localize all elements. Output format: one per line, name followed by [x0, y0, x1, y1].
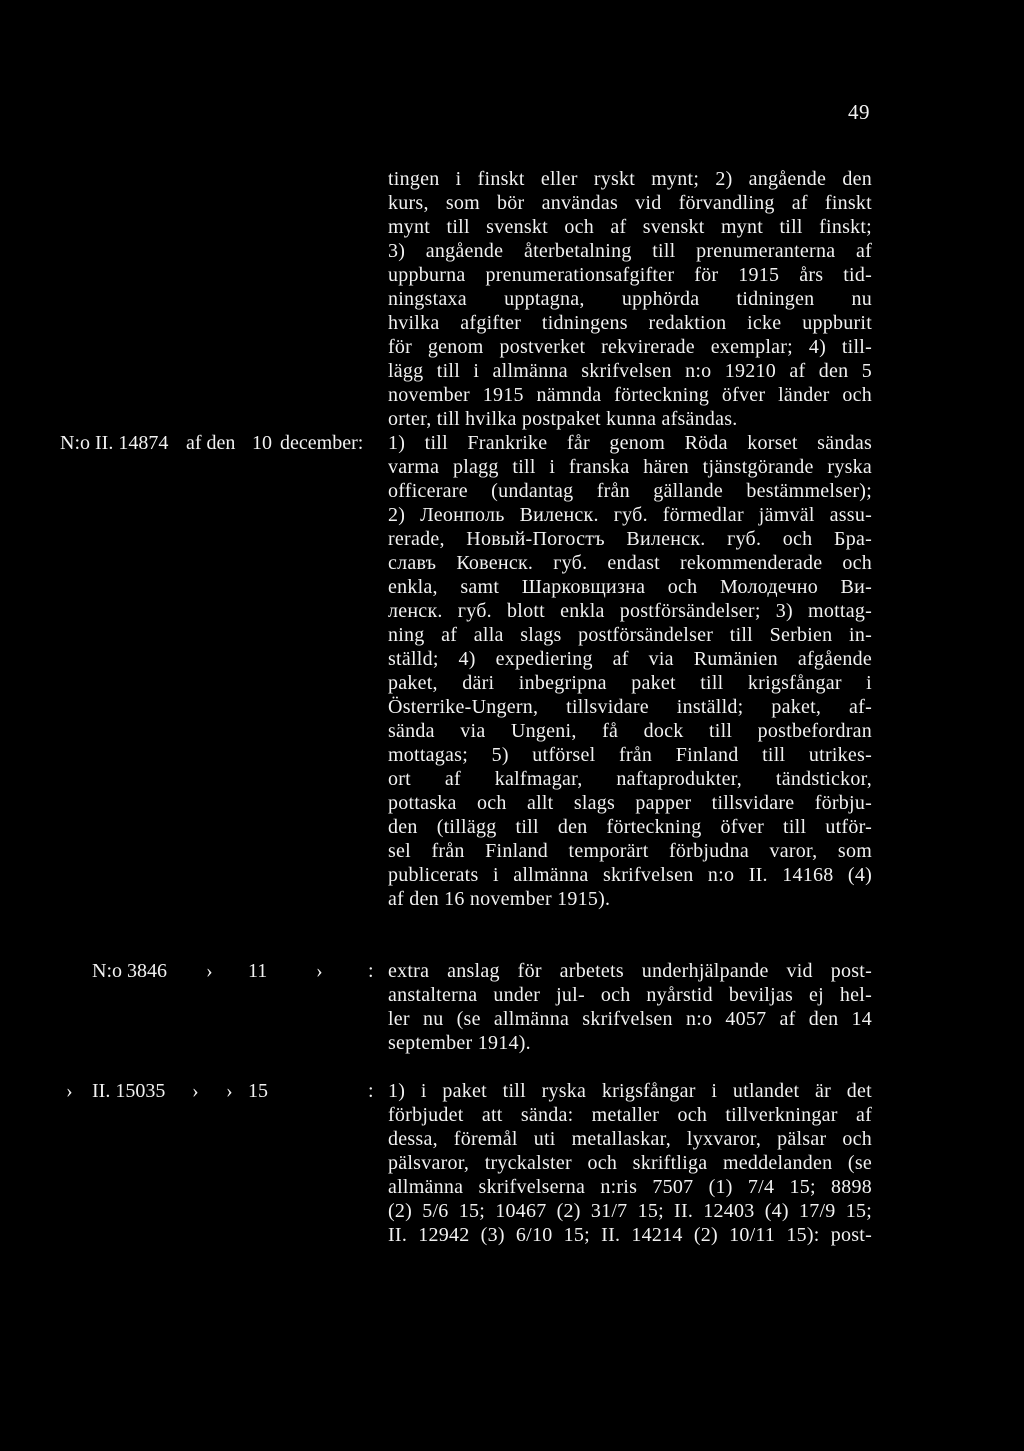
entry-colon: : — [368, 1080, 374, 1102]
text-line: orter, till hvilka postpaket kunna afsändas. — [388, 408, 738, 430]
text-line: славъ Ковенск. губ. endast rekommenderade och — [388, 552, 872, 574]
text-line: för genom postverket rekvirerade exemplar; 4) till- — [388, 336, 872, 358]
entry-day: 15 — [248, 1080, 268, 1102]
text-line: tingen i finskt eller ryskt mynt; 2) angående den — [388, 168, 872, 190]
text-line: allmänna skrifvelserna n:ris 7507 (1) 7/4 15; 8898 — [388, 1176, 872, 1198]
text-line: 3) angående återbetalning till prenumeranterna af — [388, 240, 872, 262]
text-line: hvilka afgifter tidningens redaktion icke uppburit — [388, 312, 872, 334]
text-line: (2) 5/6 15; 10467 (2) 31/7 15; II. 12403 (4) 17/9 15; — [388, 1200, 872, 1222]
entry-date-prefix: af den — [186, 432, 236, 454]
entry-colon: : — [368, 960, 374, 982]
text-line: af den 16 november 1915). — [388, 888, 611, 910]
text-line: september 1914). — [388, 1032, 531, 1054]
text-line: 1) i paket till ryska krigsfångar i utlandet är det — [388, 1080, 872, 1102]
ditto-mark: › — [226, 1080, 233, 1102]
text-line: anstalterna under jul- och nyårstid beviljas ej hel- — [388, 984, 872, 1006]
text-line: pottaska och allt slags papper tillsvidare förbju- — [388, 792, 872, 814]
page-number: 49 — [848, 100, 870, 124]
text-line: ler nu (se allmänna skrifvelsen n:o 4057 af den 14 — [388, 1008, 872, 1030]
ditto-mark: › — [206, 960, 213, 982]
text-line: publicerats i allmänna skrifvelsen n:o II. 14168 (4) — [388, 864, 872, 886]
text-line: den (tillägg till den förteckning öfver till utför- — [388, 816, 872, 838]
text-line: kurs, som bör användas vid förvandling af finskt — [388, 192, 872, 214]
text-line: mottagas; 5) utförsel från Finland till utrikes- — [388, 744, 872, 766]
text-line: lägg till i allmänna skrifvelsen n:o 19210 af den 5 — [388, 360, 872, 382]
text-line: II. 12942 (3) 6/10 15; II. 14214 (2) 10/11 15): post- — [388, 1224, 872, 1246]
text-line: ningstaxa upptagna, upphörda tidningen nu — [388, 288, 872, 310]
text-line: rerade, Новый-Погостъ Виленск. губ. och Бра- — [388, 528, 872, 550]
entry-month: december: — [280, 432, 364, 454]
entry-number: N:o 3846 — [92, 960, 167, 982]
ditto-mark: › — [316, 960, 323, 982]
text-line: förbjudet att sända: metaller och tillverkningar af — [388, 1104, 872, 1126]
text-line: ort af kalfmagar, naftaprodukter, tändstickor, — [388, 768, 872, 790]
text-line: ленск. губ. blott enkla postförsändelser; 3) mottag- — [388, 600, 872, 622]
text-line: dessa, föremål uti metallaskar, lyxvaror, pälsar och — [388, 1128, 872, 1150]
entry-day: 10 — [252, 432, 272, 454]
entry-number: II. 15035 — [92, 1080, 166, 1102]
text-line: extra anslag för arbetets underhjälpande vid post- — [388, 960, 872, 982]
text-line: officerare (undantag från gällande bestämmelser); — [388, 480, 872, 502]
ditto-mark: › — [66, 1080, 73, 1102]
ditto-mark: › — [192, 1080, 199, 1102]
entry-day: 11 — [248, 960, 268, 982]
text-line: ning af alla slags postförsändelser till Serbien in- — [388, 624, 872, 646]
text-line: 1) till Frankrike får genom Röda korset sändas — [388, 432, 872, 454]
text-line: november 1915 nämnda förteckning öfver länder och — [388, 384, 872, 406]
text-line: enkla, samt Шарковщизна och Молодечно Ви- — [388, 576, 872, 598]
text-line: mynt till svenskt och af svenskt mynt till finskt; — [388, 216, 872, 238]
text-line: sända via Ungeni, få dock till postbefordran — [388, 720, 872, 742]
text-line: varma plagg till i franska hären tjänstgörande ryska — [388, 456, 872, 478]
text-line: paket, däri inbegripna paket till krigsfångar i — [388, 672, 872, 694]
text-line: sel från Finland temporärt förbjudna varor, som — [388, 840, 872, 862]
text-line: uppburna prenumerationsafgifter för 1915 års tid- — [388, 264, 872, 286]
entry-number: N:o II. 14874 — [60, 432, 169, 454]
text-line: Österrike-Ungern, tillsvidare inställd; paket, af- — [388, 696, 872, 718]
text-line: pälsvaror, tryckalster och skriftliga meddelanden (se — [388, 1152, 872, 1174]
text-line: 2) Леонполь Виленск. губ. förmedlar jämväl assu- — [388, 504, 872, 526]
text-line: ställd; 4) expediering af via Rumänien afgående — [388, 648, 872, 670]
